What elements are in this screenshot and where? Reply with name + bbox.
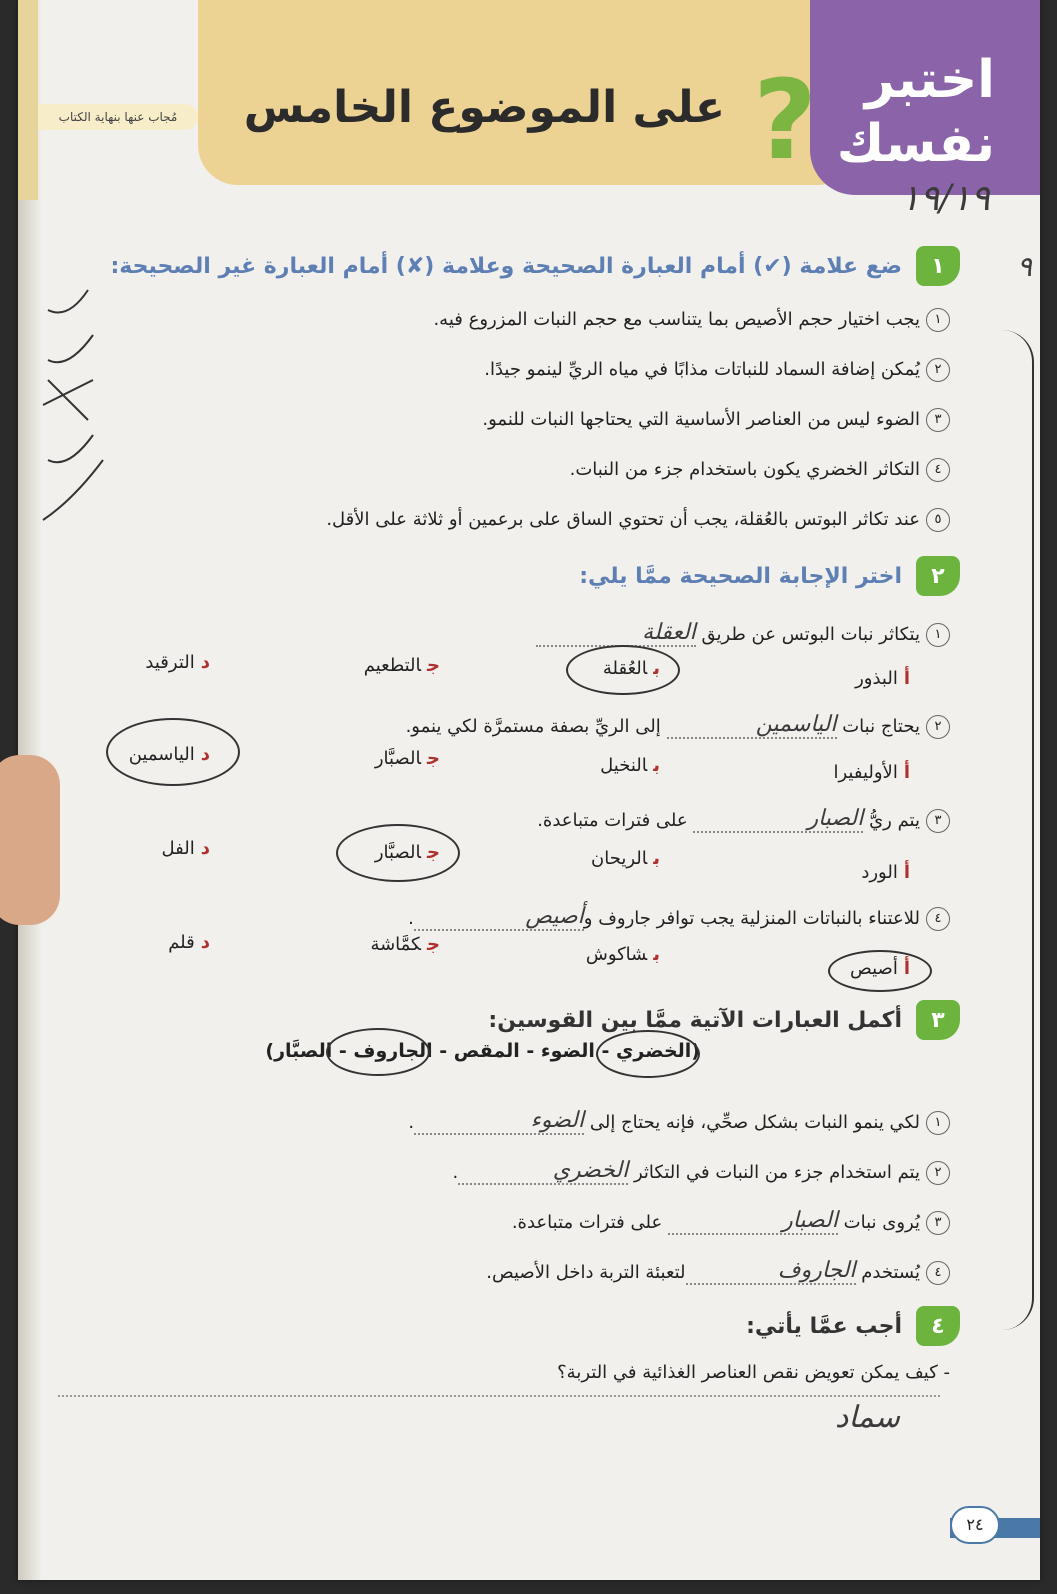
question-text: يحتاج نبات [842,716,920,737]
option-text: قلم [168,932,195,953]
item-number: ٤ [926,907,950,931]
section-title: اختر الإجابة الصحيحة ممَّا يلي: [579,563,902,589]
handwritten-answer: سماد [835,1400,900,1435]
handwritten-marks [28,280,118,540]
mcq-question [408,904,950,931]
option-text: شاكوش [585,944,648,965]
handwritten-answer: الخضري [458,1158,628,1185]
mcq-question [406,712,950,739]
item-text: يجب اختيار حجم الأصيص بما يتناسب مع حجم النبات المزروع فيه. [433,309,920,330]
option-text: التطعيم [363,655,422,676]
item-text-end: لتعبئة التربة داخل الأصيص. [486,1262,686,1283]
handwritten-side-score: ٩ [1016,250,1032,283]
test-word-2: نفسك [836,114,995,174]
section-number: ٤ [916,1306,960,1346]
handwritten-answer: الصبار [668,1208,838,1235]
side-strip [18,0,38,200]
item-number: ١ [926,623,950,647]
item-text: لكي ينمو النبات بشكل صحِّي، فإنه يحتاج إلى [589,1112,920,1133]
test-word-1: اختبر [864,50,995,110]
question-text: - كيف يمكن تعويض نقص العناصر الغذائية في التربة؟ [557,1362,950,1383]
tf-item [570,458,950,482]
item-text: يُستخدم [861,1262,920,1283]
test-yourself-tab [810,0,1040,195]
handwritten-circle [106,718,240,786]
section-4-header [746,1306,960,1346]
section-title: أكمل العبارات الآتية ممَّا بين القوسين: [488,1007,902,1033]
answer-line [58,1395,940,1397]
handwritten-answer: العقلة [536,620,696,647]
option-letter: د [200,744,210,765]
handwritten-answer: الصبار [693,806,863,833]
item-text: التكاثر الخضري يكون باستخدام جزء من النبات. [569,459,920,480]
fill-item [408,1108,950,1135]
section-number: ٣ [916,1000,960,1040]
tf-item [433,308,950,332]
option-text: كمَّاشة [370,934,422,955]
option-text: النخيل [600,755,648,776]
option-letter: أ [903,862,910,883]
page-number: ٢٤ [950,1506,1000,1544]
option-letter: ج [427,748,440,769]
option [586,944,660,965]
item-number: ٢ [926,1161,950,1185]
question-mark-icon: ? [753,56,817,184]
option-text: الأوليفيرا [833,762,898,783]
question-text: للاعتناء بالنباتات المنزلية يجب توافر جاروف و [583,908,920,929]
option [861,862,910,883]
test-yourself-label [837,48,995,176]
option-letter: ج [427,934,440,955]
question-text: يتم ريُّ [869,810,920,831]
question-text-end: . [408,908,414,929]
fill-item [453,1158,950,1185]
option-letter: أ [903,958,910,979]
option [370,934,440,955]
option-text: الصبَّار [374,748,422,769]
item-number: ٤ [926,458,950,482]
option [855,668,910,689]
item-number: ٣ [926,809,950,833]
option-text: الريحان [591,848,648,869]
option [591,848,660,869]
section-3-header [488,1000,960,1040]
mcq-question [536,620,950,647]
option-text: الصبَّار [374,842,422,863]
option [145,652,210,673]
handwritten-circle [326,1028,430,1076]
item-text: يتم استخدام جزء من النبات في التكاثر [633,1162,920,1183]
handwritten-circle [596,1030,700,1078]
option-letter: د [200,838,210,859]
section-title: ضع علامة (✔) أمام العبارة الصحيحة وعلامة (✘) أمام العبارة غير الصحيحة: [110,253,902,279]
option [833,762,910,783]
option-letter: أ [903,668,910,689]
handwritten-circle [566,645,680,695]
handwritten-bracket [1002,330,1034,1330]
option-letter: ب [653,658,660,679]
option-letter: ب [653,944,660,965]
option-text: الياسمين [128,744,195,765]
handwritten-circle [336,824,460,882]
item-text: يُروى نبات [843,1212,920,1233]
fill-item [512,1208,950,1235]
item-text: الضوء ليس من العناصر الأساسية التي يحتاجها النبات للنمو. [482,409,920,430]
item-text-end: على فترات متباعدة. [511,1212,663,1233]
option [168,932,210,953]
item-text: عند تكاثر البوتس بالعُقلة، يجب أن تحتوي الساق على برعمين أو ثلاثة على الأقل. [326,509,920,530]
section-number: ٢ [916,556,960,596]
option-letter: ب [653,848,660,869]
option-letter: ب [653,755,660,776]
item-number: ٤ [926,1261,950,1285]
handwritten-circle [828,950,932,992]
item-number: ١ [926,1111,950,1135]
mcq-question [537,806,950,833]
section-1-header [110,246,960,286]
option-text: الورد [861,862,898,883]
handwritten-answer: أصيص [414,904,584,931]
fill-item [486,1258,950,1285]
item-text-end: . [408,1112,415,1133]
item-text-end: . [452,1162,459,1183]
handwritten-answer: الجاروف [686,1258,856,1285]
item-number: ٣ [926,1211,950,1235]
option-letter: ج [427,842,440,863]
tf-item [482,408,950,432]
section-2-header [579,556,960,596]
textbook-page [18,0,1040,1580]
tf-item [326,508,950,532]
option [162,838,210,859]
option-text: الترقيد [145,652,195,673]
section-number: ١ [916,246,960,286]
question-text-end: على فترات متباعدة. [537,810,688,831]
handwritten-answer: الياسمين [667,712,837,739]
thumb [0,755,60,925]
tf-item [484,358,950,382]
item-number: ٣ [926,408,950,432]
option [364,655,440,676]
item-text: يُمكن إضافة السماد للنباتات مذابًا في مياه الريِّ لينمو جيدًا. [484,359,920,380]
item-number: ٢ [926,358,950,382]
section-title: أجب عمَّا يأتي: [746,1313,902,1339]
handwritten-answer: الضوء [414,1108,584,1135]
item-number: ٥ [926,508,950,532]
question-text: يتكاثر نبات البوتس عن طريق [701,624,920,645]
word-bank: (الخضري - الضوء - المقص - الجاروف - الصبَّار) [265,1040,700,1062]
option-letter: د [200,932,210,953]
item-number: ١ [926,308,950,332]
page-title: على الموضوع الخامس [243,82,725,133]
item-number: ٢ [926,715,950,739]
option-text: أصيص [850,958,898,979]
option-letter: د [200,652,210,673]
option-letter: أ [903,762,910,783]
question-text-end: إلى الريِّ بصفة مستمرَّة لكي ينمو. [405,716,661,737]
option [600,755,660,776]
option-letter: ج [427,655,440,676]
option-text: البذور [855,668,898,689]
answers-note: مُجاب عنها بنهاية الكتاب [38,104,198,130]
option-text: العُقلة [602,658,648,679]
option-text: الفل [161,838,195,859]
option [375,748,440,769]
handwritten-score: ١٩/١٩ [900,178,990,219]
